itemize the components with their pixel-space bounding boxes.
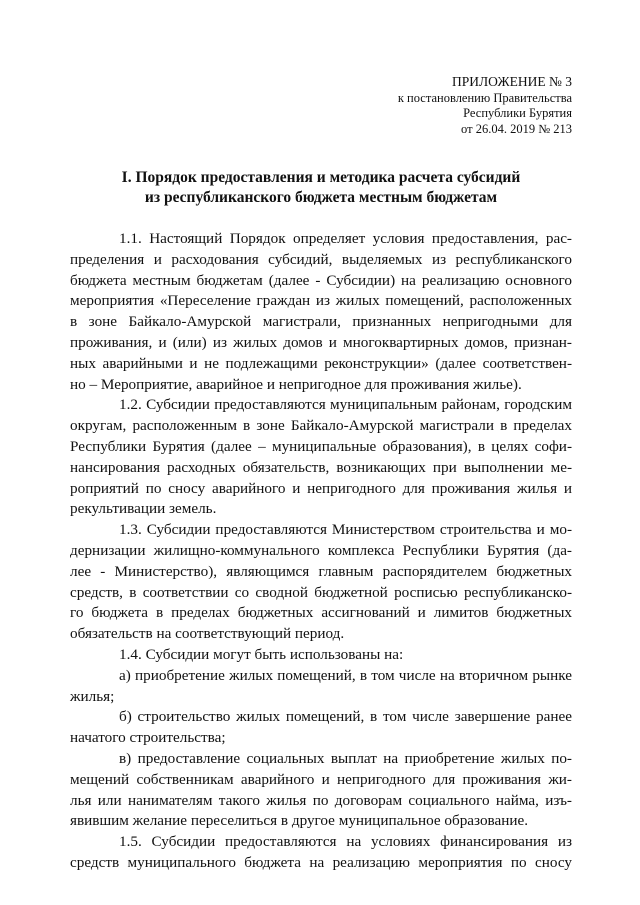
body-line: средств, в соответствии со сводной бюджетной росписью республиканско- — [70, 583, 572, 601]
body-line: но – Мероприятие, аварийное и непригодное для проживания жилье). — [70, 375, 522, 393]
section-heading — [70, 168, 572, 208]
body-text — [70, 229, 572, 874]
body-line: 1.4. Субсидии могут быть использованы на: — [119, 645, 404, 663]
body-line: мещений собственникам аварийного и непригодного для проживания жи- — [70, 770, 572, 788]
body-line: б) строительство жилых помещений, в том числе завершение ранее — [119, 708, 572, 726]
body-line: в зоне Байкало-Амурской магистрали, признанных непригодными для — [70, 313, 572, 331]
body-line: 1.2. Субсидии предоставляются муниципальным районам, городским — [119, 396, 572, 414]
body-line: начатого строительства; — [70, 729, 226, 747]
appendix-block — [398, 74, 572, 137]
body-line: а) приобретение жилых помещений, в том числе на вторичном рынке — [119, 666, 572, 684]
appendix-line-date-number: от 26.04. 2019 № 213 — [461, 121, 572, 136]
heading-line-2: из республиканского бюджета местным бюджетам — [144, 189, 498, 206]
body-line: обязательств на соответствующий период. — [70, 625, 345, 643]
appendix-line-republic: Республики Бурятия — [463, 106, 572, 120]
body-line: нансирования расходных обязательств, возникающих при выполнении ме- — [70, 458, 572, 476]
body-line: явившим желание переселиться в другое муниципальное образование. — [70, 812, 529, 830]
heading-line-1: I. Порядок предоставления и методика расчета субсидий — [121, 169, 521, 186]
body-line: округам, расположенным в зоне Байкало-Амурской магистрали в пределах — [70, 417, 572, 435]
body-line: лее - Министерство), являющимся главным распорядителем бюджетных — [70, 562, 572, 580]
body-line: средств муниципального бюджета на реализацию мероприятия по сносу — [70, 853, 572, 871]
appendix-title: ПРИЛОЖЕНИЕ № 3 — [451, 74, 572, 89]
body-line: рекультивации земель. — [70, 500, 217, 518]
body-line: бюджета местным бюджетам (далее - Субсидии) на реализацию основного — [70, 271, 572, 289]
body-line: го бюджета в пределах бюджетных ассигнований и лимитов бюджетных — [70, 604, 572, 622]
body-line: пределения и расходования субсидий, выделяемых из республиканского — [70, 250, 572, 268]
body-line: Республики Бурятия (далее – муниципальные образования), в целях софи- — [70, 437, 572, 455]
body-line: роприятий по сносу аварийного и непригодного для проживания жилья и — [70, 479, 572, 497]
body-line: мероприятия «Переселение граждан из жилых помещений, расположенных — [70, 292, 572, 310]
appendix-line-resolution: к постановлению Правительства — [397, 90, 572, 105]
body-line: лья или нанимателям такого жилья по договорам социального найма, изъ- — [70, 791, 572, 809]
body-line: в) предоставление социальных выплат на приобретение жилых по- — [119, 749, 572, 767]
body-line: 1.5. Субсидии предоставляются на условиях финансирования из — [119, 833, 572, 851]
body-line: проживания, и (или) из жилых домов и многоквартирных домов, признан- — [70, 333, 572, 351]
body-line: 1.1. Настоящий Порядок определяет условия предоставления, рас- — [119, 230, 572, 247]
body-line: ных аварийными и не подлежащими реконструкции» (далее соответствен- — [70, 354, 572, 372]
body-line: жилья; — [70, 687, 115, 705]
body-line: дернизации жилищно-коммунального комплекса Республики Бурятия (да- — [70, 541, 572, 559]
body-line: 1.3. Субсидии предоставляются Министерством строительства и мо- — [119, 521, 572, 539]
